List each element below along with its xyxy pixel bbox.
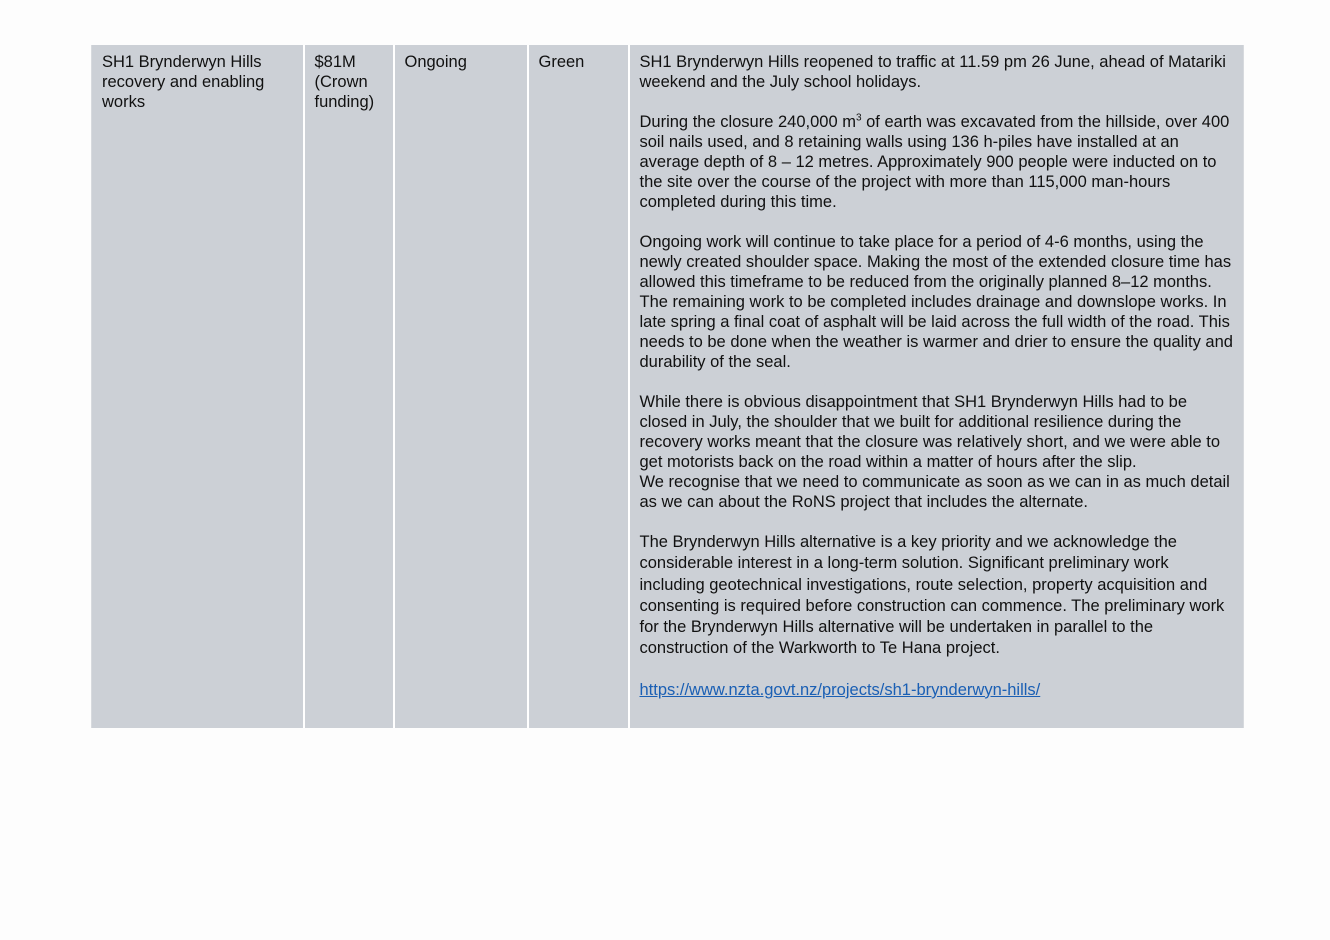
funding-cell: [304, 45, 394, 728]
status-cell: [394, 45, 528, 728]
project-name: SH1 Brynderwyn Hills recovery and enabling works: [102, 53, 265, 111]
table-row: [92, 45, 1244, 728]
funding-amount: $81M: [314, 53, 356, 71]
communication-text: We recognise that we need to communicate as soon as we can in as much detail as we can about the RoNS project that includes the alternate.: [639, 473, 1230, 511]
rating-text: Green: [538, 53, 585, 71]
closure-stats-text-start: During the closure 240,000 m: [639, 113, 856, 131]
funding-source: (Crown funding): [314, 73, 375, 111]
rating-cell: [528, 45, 629, 728]
update-paragraph-ongoing-work: Ongoing work will continue to take place for a period of 4-6 months, using the newly created shoulder space. Making the most of the extended closure time has allowed this timeframe to be reduced from the originally planned 8–12 months. The remaining work to be completed includes drainage and downslope works. In late spring a final coat of asphalt will be laid across the full width of the road. This needs to be done when the weather is warmer and drier to ensure the quality and durability of the seal.: [639, 233, 1233, 371]
update-paragraph-link: [640, 680, 1234, 700]
update-cell: [629, 45, 1244, 728]
update-paragraph-july-closure: [640, 392, 1234, 512]
update-paragraph-reopened: SH1 Brynderwyn Hills reopened to traffic at 11.59 pm 26 June, ahead of Matariki weekend and the July school holidays.: [639, 53, 1226, 91]
closure-stats-text-end: of earth was excavated from the hillside, over 400 soil nails used, and 8 retaining walls using 136 h-piles have installed at an average depth of 8 – 12 metres. Approximately 900 people were inducted on to the site over the course of the project with more than 115,000 man-hours completed during this time.: [639, 113, 1230, 211]
update-paragraph-alternative: The Brynderwyn Hills alternative is a key priority and we acknowledge the considerable interest in a long-term solution. Significant preliminary work including geotechnical investigations, route selection, property acquisition and consenting is required before construction can commence. The preliminary work for the Brynderwyn Hills alternative will be undertaken in parallel to the construction of the Warkworth to Te Hana project.: [639, 533, 1225, 658]
july-closure-text: While there is obvious disappointment that SH1 Brynderwyn Hills had to be closed in July, the shoulder that we built for additional resilience during the recovery works meant that the closure was relatively short, and we were able to get motorists back on the road within a matter of hours after the slip.: [639, 393, 1221, 471]
project-page-link[interactable]: https://www.nzta.govt.nz/projects/sh1-brynderwyn-hills/: [639, 680, 1041, 699]
cubic-superscript: 3: [855, 112, 862, 124]
status-text: Ongoing: [404, 53, 467, 71]
update-paragraph-closure-stats: [640, 112, 1234, 212]
project-name-cell: [92, 45, 304, 728]
project-table: [91, 45, 1244, 728]
